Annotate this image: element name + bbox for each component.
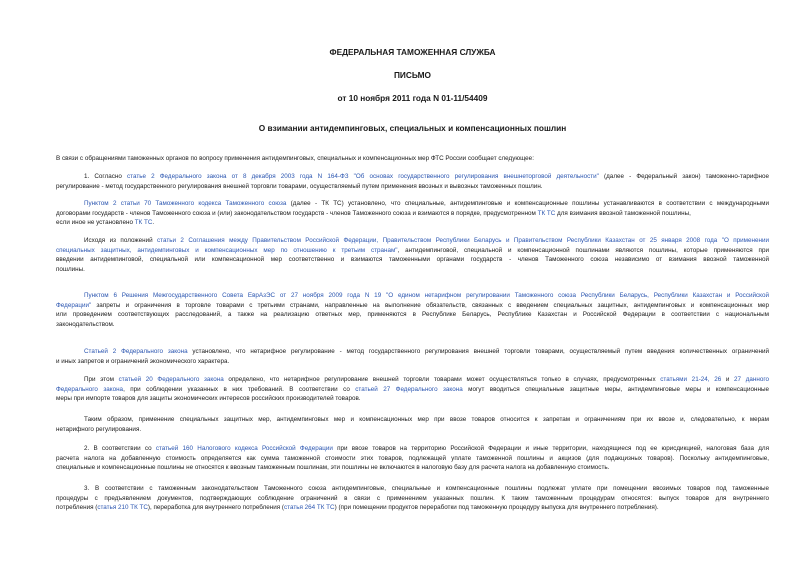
p5-line1 <box>56 347 769 357</box>
date-number: от 10 ноября 2011 года N 01-11/54409 <box>337 93 488 103</box>
p4-line4: законодательством. <box>56 320 115 328</box>
p5-text-a: установлено, что нетарифное регулирование - метод государственного регулирования внешней торговли товарами, осуществляемый путем введения количественных ограничений <box>187 348 770 355</box>
paragraph-3 <box>56 236 769 274</box>
paragraph-8 <box>56 444 769 473</box>
p1-line1 <box>56 172 769 182</box>
paragraph-9 <box>56 484 769 513</box>
p1-text-a: 1. Согласно <box>84 173 128 180</box>
p6-line2 <box>56 385 769 395</box>
link-tk-ts-article264[interactable]: статья 264 ТК ТС <box>284 504 335 512</box>
p8-text-b: при ввозе товаров на территорию Российской Федерации и иные территории, находящиеся под ее юрисдикцией, налоговая база для <box>332 445 769 452</box>
link-agreement-2008-cont[interactable]: специальных защитных, антидемпинговых и компенсационных мер по отношению к третьим странам" <box>56 246 398 254</box>
p2-text-a: (далее - ТК ТС) установлено, что специальные, антидемпинговые и компенсационные пошлины устанавливаются в соответствии с международными <box>286 200 769 207</box>
p2-line1 <box>56 199 769 209</box>
link-agreement-2008[interactable]: статьи 2 Соглашения между Правительством Российской Федерации, Правительством Республики Беларусь и Правительством Республики Казахстан от 25 января 2008 года "О применении <box>157 237 769 244</box>
subject-title: О взимании антидемпинговых, специальных и компенсационных пошлин <box>258 123 567 133</box>
p2-line2 <box>56 209 769 219</box>
p9-line2: процедуры с предъявлением документов, подтверждающих соблюдение ограничений в связи с применением указанных пошлин. К таким таможенным процедурам относятся: выпуск товаров для внутреннего <box>56 494 769 502</box>
p6-text-a: При этом <box>84 376 119 383</box>
p3-line2 <box>56 246 769 256</box>
p8-line2: расчета налога на добавленную стоимость определяется как сумма таможенной стоимости этих товаров, подлежащей уплате таможенной пошлины и акцизов (для подакцизных товаров). Поскольку антидемпинговые, <box>56 454 769 462</box>
p7-line1: Таким образом, применение специальных защитных мер, антидемпинговых мер и компенсационных мер при ввозе товаров относится к запретам и ограничениям при их ввозе и, следовательно, к мерам <box>84 416 769 423</box>
link-fz-article27-c[interactable]: статьей 27 Федерального закона <box>355 385 463 393</box>
link-tk-ts-2[interactable]: ТК ТС <box>134 219 153 227</box>
intro-text: В связи с обращениями таможенных органов по вопросу применения антидемпинговых, специальных и компенсационных мер ФТС России сообщает следующее: <box>56 155 534 162</box>
p6-line3: меры при импорте товаров для защиты экономических интересов российских производителей товаров. <box>56 395 361 403</box>
paragraph-4 <box>56 291 769 329</box>
p5-line2: и иных запретов и ограничений экономического характера. <box>56 357 230 365</box>
link-fz-article2[interactable]: Статьей 2 Федерального закона <box>84 348 188 355</box>
p7-line2: нетарифного регулирования. <box>56 425 142 433</box>
p9-line3 <box>56 503 769 513</box>
p6-line1 <box>56 375 769 385</box>
link-tk-ts-article70[interactable]: Пунктом 2 статьи 70 Таможенного кодекса Таможенного союза <box>84 200 287 207</box>
p3-line1 <box>56 236 769 246</box>
p2-text-l3b: . <box>152 219 155 227</box>
link-eurasec-decision-cont[interactable]: Федерации" <box>56 301 92 309</box>
paragraph-7 <box>56 415 769 434</box>
p4-line1 <box>56 291 769 301</box>
paragraph-6 <box>56 375 769 404</box>
link-eurasec-decision[interactable]: Пунктом 6 Решения Межгосударственного Совета ЕврАзЭС от 27 ноября 2009 года N 19 "О едином нетарифном регулировании Таможенного союза Республики Беларусь, Республики Казахстан и Российской <box>84 292 769 299</box>
link-fz164-article2[interactable]: статье 2 Федерального закона от 8 декабря 2003 года N 164-ФЗ "Об основах государственного регулирования внешнеторговой деятельности" <box>127 173 599 180</box>
p9-text-l3b: ), переработка для внутреннего потребления ( <box>147 504 285 512</box>
link-fz-articles-21-26[interactable]: статьями 21-24, 26 <box>660 376 722 383</box>
link-tk-ts-1[interactable]: ТК ТС <box>537 209 556 217</box>
p4-line2 <box>56 301 769 311</box>
p1-text-b: (далее - Федеральный закон) таможенно-тарифное <box>598 173 770 180</box>
paragraph-intro <box>56 154 769 164</box>
paragraph-5 <box>56 347 769 366</box>
p9-text-l3c: ) (при помещении продуктов переработки под таможенную процедуру выпуска для внутреннего потребления). <box>334 504 659 512</box>
paragraph-1 <box>56 172 769 191</box>
p3-text-b: , антидемпинговой, специальной и компенсационной пошлинами являются пошлины, которые применяются при <box>397 246 769 254</box>
p3-text-a: Исходя из положений <box>84 237 158 244</box>
p8-line3: специальные и компенсационные пошлины не относятся к ввозным таможенным пошлинам, эти пошлины не включаются в налоговую базу для расчета налога на добавленную стоимость. <box>56 464 610 472</box>
link-fz-article27-b[interactable]: Федерального закона <box>56 385 124 393</box>
p4-line3: или проведением соответствующих расследований, а также на реализацию ответных мер, применяются в Республике Беларусь, Республике Казахстан и Российской Федерации в соответствии с национальным <box>56 311 769 319</box>
p9-line1: 3. В соответствии с таможенным законодательством Таможенного союза антидемпинговые, специальные и компенсационные пошлины подлежат уплате при помещении ввозимых товаров под таможенные <box>84 485 769 492</box>
p6-text-e: могут вводиться специальные защитные меры, антидемпинговые меры и компенсационные <box>462 385 769 393</box>
p9-text-l3a: потребления ( <box>56 504 98 512</box>
paragraph-2 <box>56 199 769 228</box>
p2-text-l2a: договорами государств - членов Таможенного союза и (или) законодательством государств - членов Таможенного союза и взимаются в порядке, предусмотренном <box>56 209 538 217</box>
link-tk-ts-article210[interactable]: статья 210 ТК ТС <box>97 504 148 512</box>
doc-type: ПИСЬМО <box>393 70 432 80</box>
link-fz-article27-a[interactable]: 27 данного <box>734 376 770 383</box>
p8-line1 <box>56 444 769 454</box>
p3-line3: введении антидемпинговой, специальной или компенсационной мер соответственно и взимаются таможенными органами государств - членов Таможенного союза независимо от взимания ввозной таможенной <box>56 256 769 264</box>
p8-text-a: 2. В соответствии со <box>84 445 156 452</box>
p2-text-l3a: если иное не установлено <box>56 219 135 227</box>
agency-title: ФЕДЕРАЛЬНАЯ ТАМОЖЕННАЯ СЛУЖБА <box>329 47 496 57</box>
link-fz-article20[interactable]: статьей 20 Федерального закона <box>118 376 224 383</box>
p4-text-b: запреты и ограничения в торговле товарами с третьими странами, направленные на выполнение обязательств, связанных с введением специальных защитных, антидемпинговых и компенсационных мер <box>91 301 769 309</box>
p6-text-c: и <box>721 376 735 383</box>
p1-line2: регулирование - метод государственного регулирования внешней торговли товарами, осуществляемый путем применения ввозных и вывозных таможенных пошлин. <box>56 182 543 190</box>
p6-text-d: , при соблюдении указанных в них требований. В соответствии со <box>123 385 356 393</box>
p2-text-l2b: для взимания ввозной таможенной пошлины, <box>555 209 691 217</box>
p2-line3 <box>56 218 769 228</box>
p3-line4: пошлины. <box>56 265 85 273</box>
p6-text-b: определено, что нетарифное регулирование внешней торговли товарами может осуществляться только в случаях, предусмотренных <box>223 376 661 383</box>
link-nk-article160[interactable]: статьей 160 Налогового кодекса Российской Федерации <box>155 445 333 452</box>
